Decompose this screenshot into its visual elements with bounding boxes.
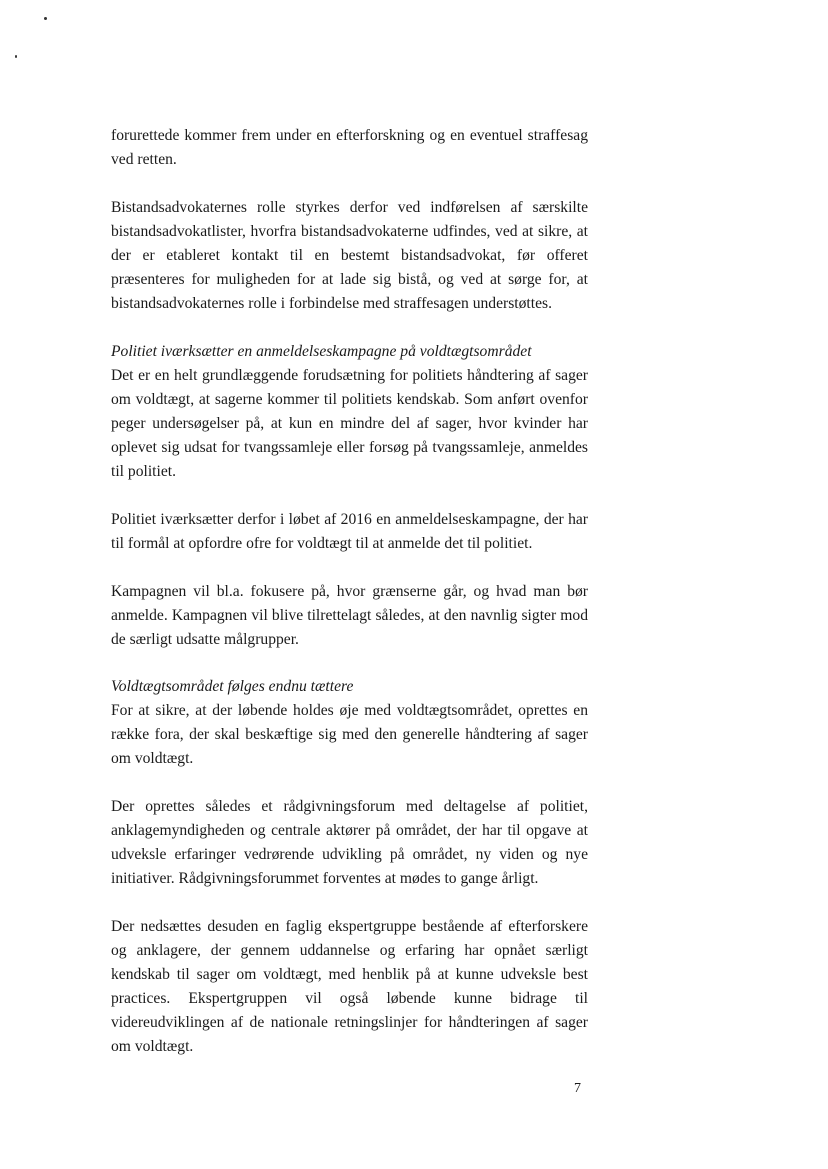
page-number: 7 xyxy=(574,1081,581,1096)
paragraph: Bistandsadvokaternes rolle styrkes derfor ved indførelsen af særskilte bistandsadvokatlister, hvorfra bistandsadvokaterne udfindes, ved at sikre, at der er etableret kontakt til en bestemt bistandsadvokat, før offeret præsenteres for muligheden for at lade sig bistå, og ved at sørge for, at bistandsadvokaternes rolle i forbindelse med straffesagen understøttes. xyxy=(111,199,588,312)
paragraph: Politiet iværksætter derfor i løbet af 2016 en anmeldelseskampagne, der har til formål at opfordre ofre for voldtægt til at anmelde det til politiet. xyxy=(111,511,588,552)
section-heading: Politiet iværksætter en anmeldelseskampagne på voldtægtsområdet xyxy=(111,343,532,360)
paragraph: Der oprettes således et rådgivningsforum med deltagelse af politiet, anklagemyndigheden og centrale aktører på området, der har til opgave at udveksle erfaringer vedrørende udvikling på området, ny viden og nye initiativer. Rådgivningsforummet forventes at mødes to gange årligt. xyxy=(111,798,588,887)
paragraph: forurettede kommer frem under en efterforskning og en eventuel straffesag ved retten. xyxy=(111,127,588,168)
paragraph: Det er en helt grundlæggende forudsætning for politiets håndtering af sager om voldtægt, at sagerne kommer til politiets kendskab. Som anført ovenfor peger undersøgelser på, at kun en mindre del af sager, hvor kvinder har oplevet sig udsat for tvangssamleje eller forsøg på tvangssamleje, anmeldes til politiet. xyxy=(111,367,588,480)
paragraph: Kampagnen vil bl.a. fokusere på, hvor grænserne går, og hvad man bør anmelde. Kampagnen vil blive tilrettelagt således, at den navnlig sigter mod de særligt udsatte målgrupper. xyxy=(111,583,588,648)
scan-speck xyxy=(15,55,17,58)
section-heading: Voldtægtsområdet følges endnu tættere xyxy=(111,678,354,695)
paragraph: Der nedsættes desuden en faglig ekspertgruppe bestående af efterforskere og anklagere, der gennem uddannelse og erfaring har opnået særligt kendskab til sager om voldtægt, med henblik på at kunne udveksle best practices. Ekspertgruppen vil også løbende kunne bidrage til videreudviklingen af de nationale retningslinjer for håndteringen af sager om voldtægt. xyxy=(111,918,588,1055)
document-body xyxy=(111,124,588,1059)
scan-speck xyxy=(44,17,47,20)
paragraph: For at sikre, at der løbende holdes øje med voldtægtsområdet, oprettes en række fora, der skal beskæftige sig med den generelle håndtering af sager om voldtægt. xyxy=(111,702,588,767)
